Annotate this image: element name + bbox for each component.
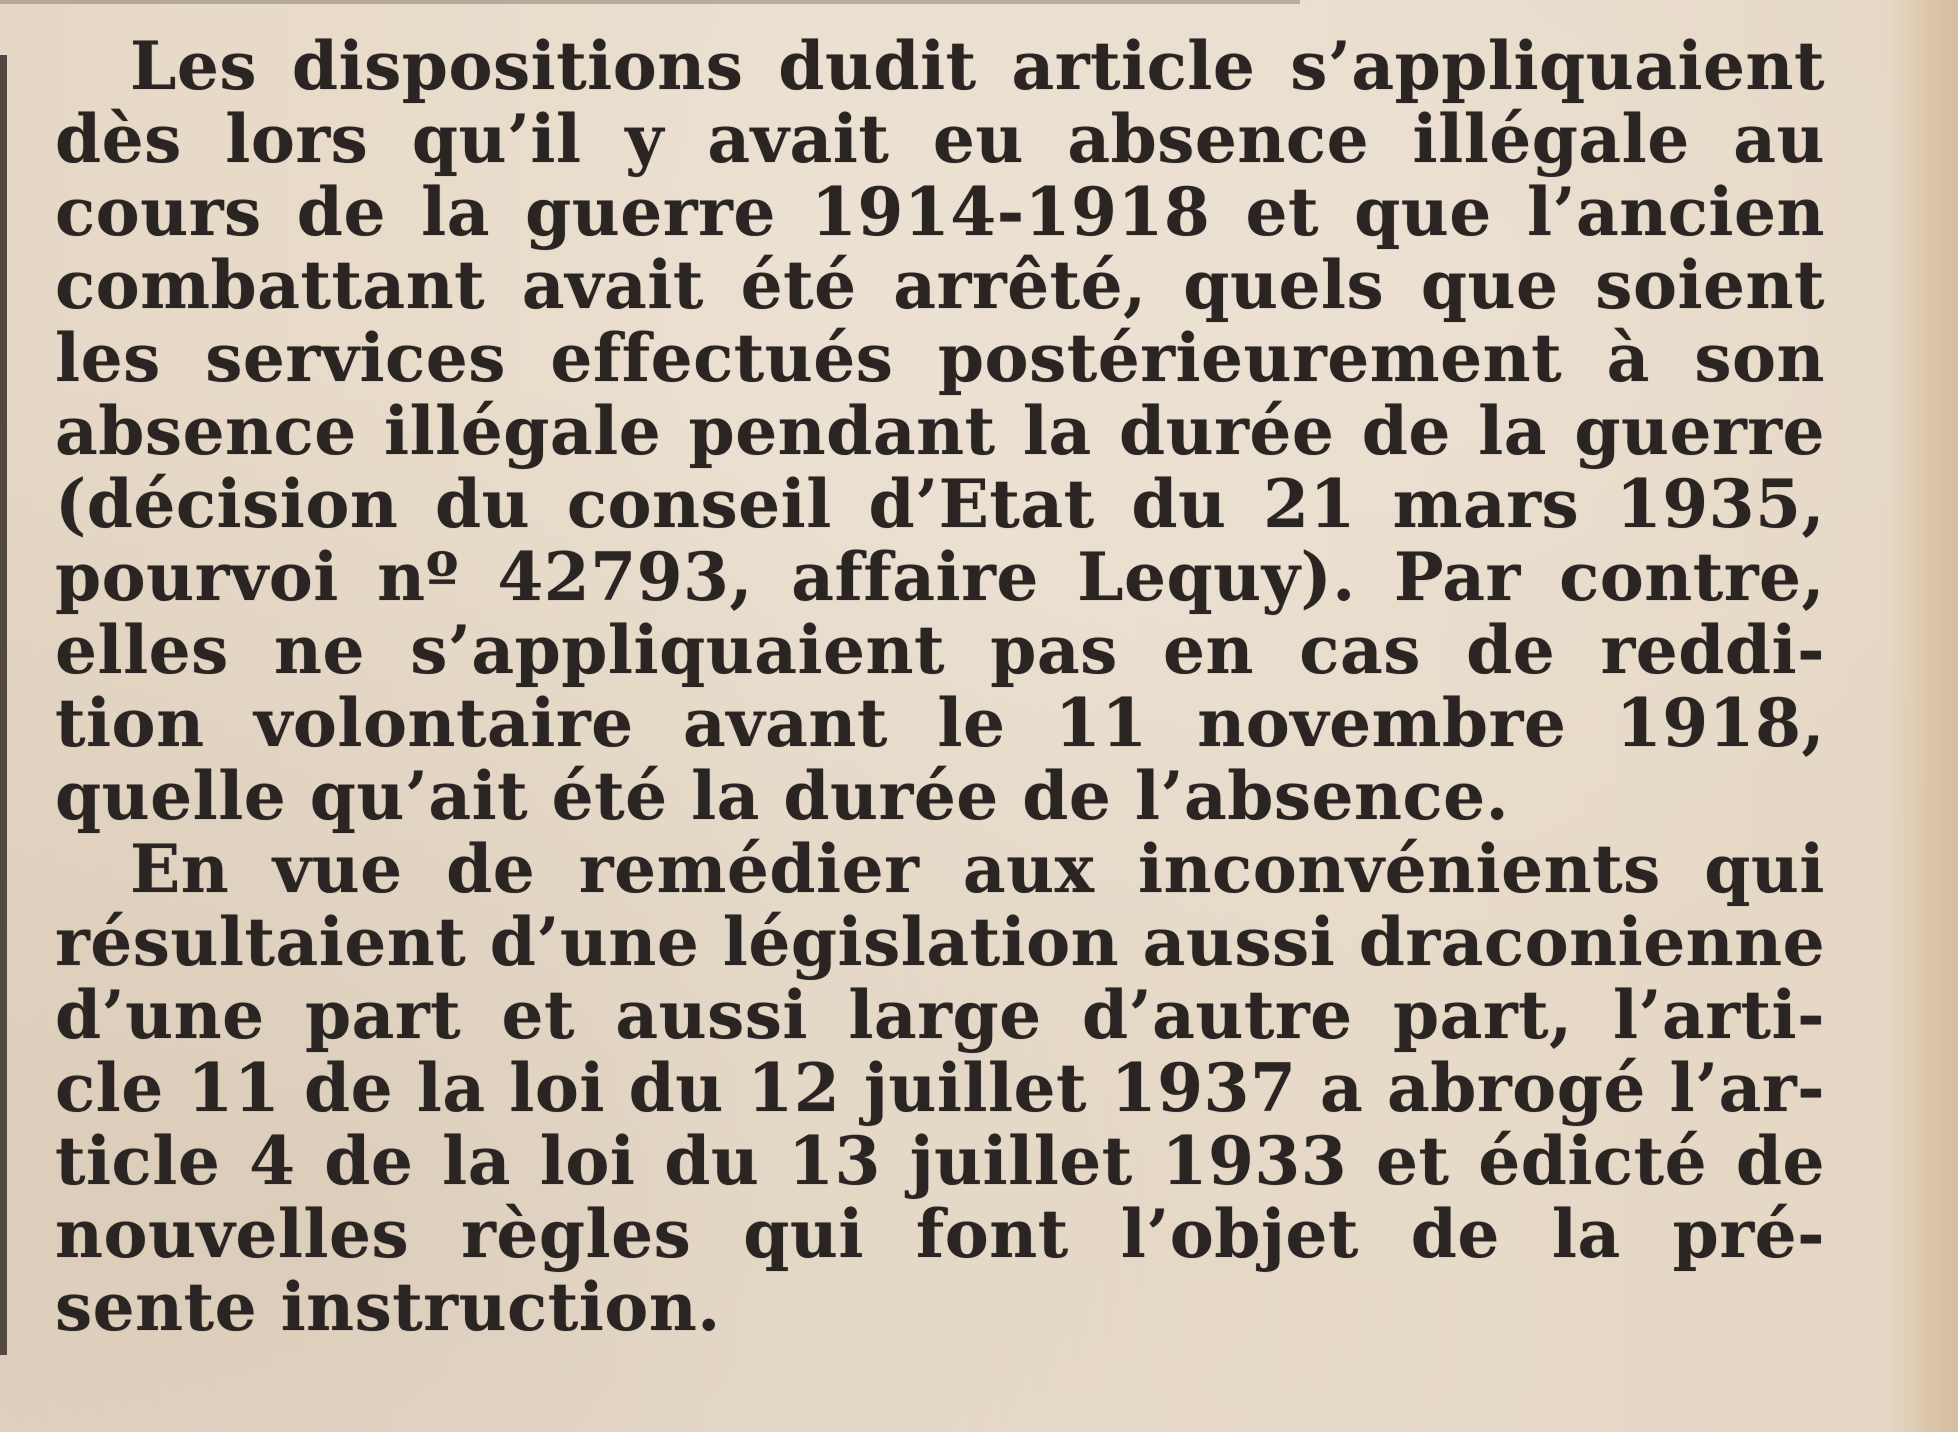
text-line: d’une part et aussi large d’autre part, l’arti- (55, 976, 1825, 1054)
page-edge (1888, 0, 1958, 1432)
text-line: quelle qu’ait été la durée de l’absence. (55, 757, 1510, 835)
text-line: En vue de remédier aux inconvénients qui (130, 830, 1825, 908)
paragraph-1 (55, 27, 1825, 835)
text-line: cours de la guerre 1914-1918 et que l’ancien (55, 173, 1825, 251)
text-line: sente instruction. (55, 1268, 721, 1346)
text-line: (décision du conseil d’Etat du 21 mars 1935, (55, 465, 1825, 543)
text-line: absence illégale pendant la durée de la guerre (55, 392, 1825, 470)
text-line: elles ne s’appliquaient pas en cas de reddi- (55, 611, 1825, 689)
text-line: dès lors qu’il y avait eu absence illégale au (55, 100, 1825, 178)
paragraph-2 (55, 830, 1826, 1346)
text-line: tion volontaire avant le 11 novembre 1918, (55, 684, 1825, 762)
text-line: pourvoi nº 42793, affaire Lequy). Par contre, (55, 538, 1825, 616)
column-rule (0, 55, 7, 1355)
text-line: les services effectués postérieurement à son (55, 319, 1825, 397)
text-line: Les dispositions dudit article s’appliquaient (130, 27, 1825, 105)
text-line: résultaient d’une législation aussi draconienne (55, 903, 1826, 981)
text-line: cle 11 de la loi du 12 juillet 1937 a abrogé l’ar- (55, 1049, 1825, 1127)
text-column (55, 27, 1826, 1346)
top-rule (0, 0, 1300, 4)
text-line: combattant avait été arrêté, quels que soient (55, 246, 1825, 324)
text-line: ticle 4 de la loi du 13 juillet 1933 et édicté de (55, 1122, 1825, 1200)
text-line: nouvelles règles qui font l’objet de la pré- (55, 1195, 1825, 1273)
